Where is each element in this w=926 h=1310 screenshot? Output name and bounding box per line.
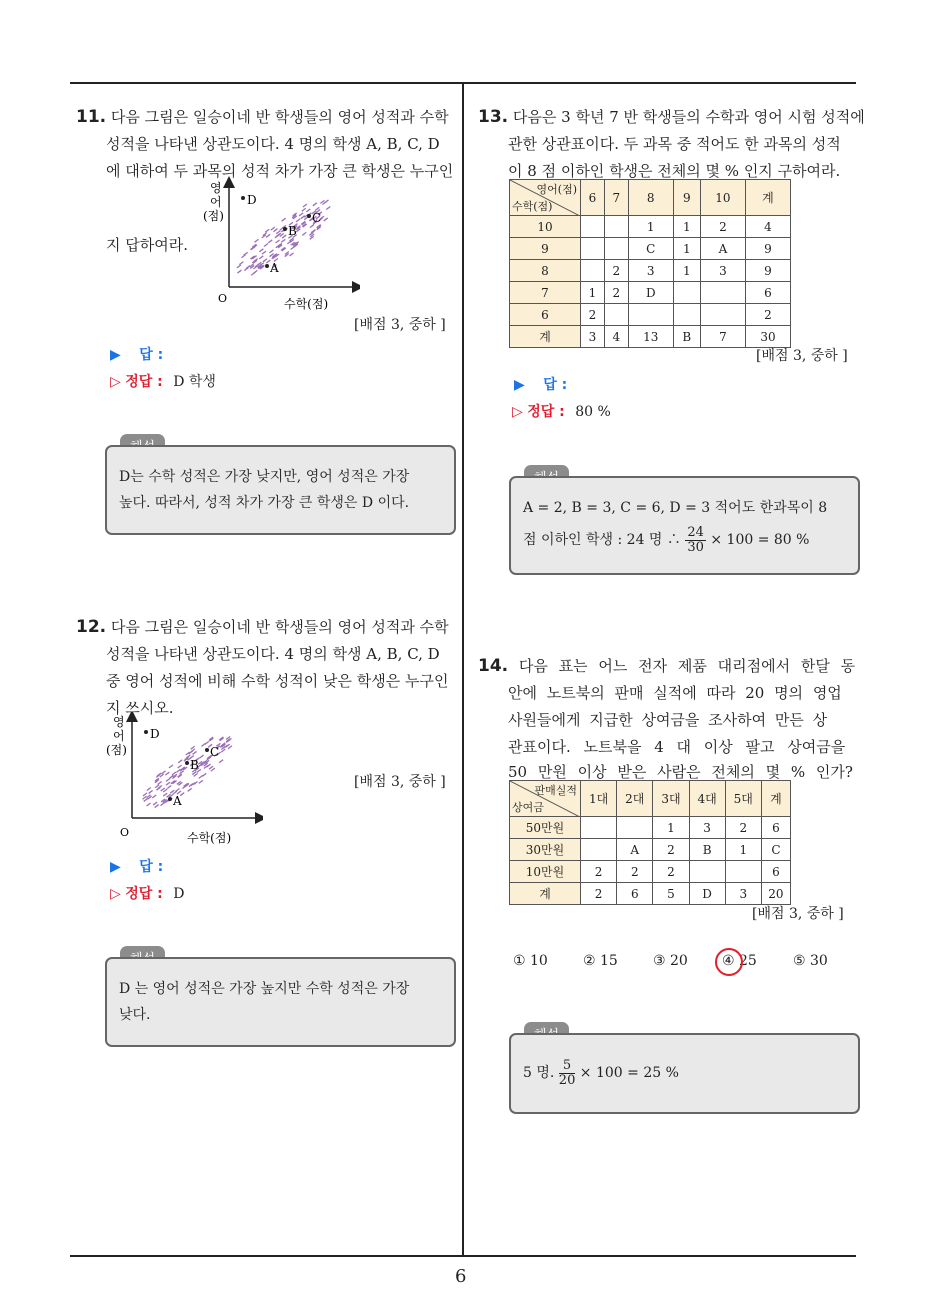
scatter-mark bbox=[172, 772, 176, 775]
point-label-d-12: D bbox=[150, 727, 160, 741]
scatter-mark bbox=[269, 250, 273, 253]
scatter-mark bbox=[281, 239, 285, 242]
scatter-mark bbox=[306, 209, 310, 212]
point-label-b-11: B bbox=[288, 224, 297, 238]
scatter-mark bbox=[170, 790, 174, 793]
scatter-mark bbox=[273, 229, 277, 232]
triangle-outline-icon: ▷ bbox=[110, 886, 121, 902]
scatter-mark bbox=[302, 208, 306, 211]
scatter-mark bbox=[324, 218, 328, 221]
question-12-line-2: 성적을 나타낸 상관도이다. 4 명의 학생 A, B, C, D bbox=[106, 645, 440, 663]
scatter-mark bbox=[276, 240, 280, 243]
table-header: 10 bbox=[700, 180, 745, 216]
scatter-mark bbox=[259, 249, 263, 252]
scatter-mark bbox=[147, 803, 151, 806]
axis-label-x-12: 수학(점) bbox=[187, 831, 232, 845]
scatter-mark bbox=[149, 790, 153, 793]
score-11: [배점 3, 중하 ] bbox=[354, 317, 446, 333]
correct-answer-12: ▷ 정답 : D bbox=[110, 886, 185, 902]
scatter-mark bbox=[237, 265, 241, 268]
scatter-mark bbox=[200, 755, 204, 758]
point-label-d-11: D bbox=[247, 193, 257, 207]
bottom-rule bbox=[70, 1255, 856, 1257]
page-number: 6 bbox=[455, 1266, 467, 1287]
scatter-mark bbox=[167, 785, 171, 788]
question-12-line-1: 12. 다음 그림은 일승이네 반 학생들의 영어 성적과 수학 bbox=[76, 617, 449, 637]
scatter-mark bbox=[265, 229, 269, 232]
scatter-mark bbox=[211, 768, 215, 771]
scatter-mark bbox=[301, 216, 305, 219]
question-13-line-3: 이 8 점 이하인 학생은 전체의 몇 % 인지 구하여라. bbox=[508, 162, 841, 180]
point-label-c-11: C bbox=[312, 211, 322, 225]
table-row: 9 C 1 A 9 bbox=[510, 238, 791, 260]
scatter-mark bbox=[241, 255, 245, 258]
table-header: 8 bbox=[628, 180, 673, 216]
question-12-number: 12. bbox=[76, 617, 107, 637]
table-row: 50만원 1 3 2 6 bbox=[510, 817, 791, 839]
axis-label-y-11b: 어 bbox=[210, 195, 222, 209]
scatter-diagram-11 bbox=[200, 176, 360, 311]
scatter-mark bbox=[199, 775, 203, 778]
choice-4[interactable]: ④ 25 bbox=[722, 953, 757, 969]
explanation-13-line-2: 점 이하인 학생 : 24 명 ∴ $\frac{24}{30}$ × 100 = 80 % bbox=[523, 524, 810, 555]
question-12-line-3: 중 영어 성적에 비해 수학 성적이 낮은 학생은 누구인 bbox=[106, 672, 449, 690]
question-14-line-3: 사원들에게 지급한 상여금을 조사하여 만든 상 bbox=[508, 711, 828, 729]
question-13-line-2: 관한 상관표이다. 두 과목 중 적어도 한 과목의 성적 bbox=[508, 135, 841, 153]
scatter-mark bbox=[147, 788, 151, 791]
choice-2[interactable]: ② 15 bbox=[583, 953, 618, 969]
axis-origin-11: O bbox=[218, 292, 228, 305]
scatter-mark bbox=[155, 805, 159, 808]
score-12: [배점 3, 중하 ] bbox=[354, 774, 446, 790]
point-label-a-11: A bbox=[270, 261, 279, 275]
table-header: 계 bbox=[745, 180, 790, 216]
scatter-mark bbox=[282, 218, 286, 221]
scatter-mark bbox=[163, 793, 167, 796]
answer-11: ▶ 답 : bbox=[110, 347, 164, 363]
scatter-mark bbox=[310, 225, 314, 228]
table-corner-13: 영어(점) 수학(점) bbox=[510, 180, 581, 216]
point-label-b-12: B bbox=[190, 758, 199, 772]
question-14-line-4: 관표이다. 노트북을 4 대 이상 팔고 상여금을 bbox=[508, 738, 846, 756]
scatter-mark bbox=[290, 253, 294, 256]
triangle-outline-icon: ▷ bbox=[512, 404, 523, 420]
scatter-mark bbox=[166, 778, 170, 781]
fraction: $\frac{5}{20}$ bbox=[558, 1057, 576, 1088]
answer-12: ▶ 답 : bbox=[110, 859, 164, 875]
scatter-mark bbox=[271, 227, 275, 230]
scatter-mark bbox=[169, 765, 173, 768]
table-row: 10만원 2 2 2 6 bbox=[510, 861, 791, 883]
scatter-mark bbox=[153, 802, 157, 805]
table-header: 계 bbox=[761, 781, 790, 817]
score-13: [배점 3, 중하 ] bbox=[756, 348, 848, 364]
scatter-mark bbox=[313, 203, 317, 206]
correct-answer-13: ▷ 정답 : 80 % bbox=[512, 404, 611, 420]
table-row: 8 2 3 1 3 9 bbox=[510, 260, 791, 282]
bonus-table-14 bbox=[509, 780, 791, 905]
table-header: 3대 bbox=[653, 781, 689, 817]
table-row: 10 1 1 2 4 bbox=[510, 216, 791, 238]
choice-5[interactable]: ⑤ 30 bbox=[793, 953, 828, 969]
scatter-mark bbox=[262, 251, 266, 254]
scatter-mark bbox=[264, 243, 268, 246]
score-14: [배점 3, 중하 ] bbox=[752, 906, 844, 922]
table-header: 5대 bbox=[725, 781, 761, 817]
table-row: 계 2 6 5 D 3 20 bbox=[510, 883, 791, 905]
scatter-mark bbox=[160, 803, 164, 806]
scatter-mark bbox=[152, 795, 156, 798]
explanation-11-line-2: 높다. 따라서, 성적 차가 가장 큰 학생은 D 이다. bbox=[119, 495, 410, 511]
axis-label-y-11a: 영 bbox=[210, 181, 222, 195]
question-11-line-1: 11. 다음 그림은 일승이네 반 학생들의 영어 성적과 수학 bbox=[76, 107, 449, 127]
scatter-diagram-12 bbox=[103, 712, 263, 847]
question-13-line-1: 13. 다음은 3 학년 7 반 학생들의 수학과 영어 시험 성적에 bbox=[478, 107, 865, 127]
scatter-mark bbox=[291, 246, 295, 249]
scatter-mark bbox=[142, 796, 146, 799]
point-label-a-12: A bbox=[173, 794, 182, 808]
question-14-line-5: 50 만원 이상 받은 사람은 전체의 몇 % 인가? bbox=[508, 763, 853, 781]
axis-label-y-12c: (점) bbox=[106, 743, 127, 757]
question-12-line-4: 지 쓰시오. bbox=[106, 699, 174, 717]
scatter-mark bbox=[263, 259, 267, 262]
axis-label-y-12b: 어 bbox=[113, 729, 125, 743]
scatter-mark bbox=[326, 206, 330, 209]
table-header: 9 bbox=[673, 180, 700, 216]
scatter-mark bbox=[253, 270, 257, 273]
question-11-line-2: 성적을 나타낸 상관도이다. 4 명의 학생 A, B, C, D bbox=[106, 135, 440, 153]
scatter-mark bbox=[199, 780, 203, 783]
question-14-line-1: 14. 다음 표는 어느 전자 제품 대리점에서 한달 동 bbox=[478, 656, 856, 676]
table-row: 계 3 4 13 B 7 30 bbox=[510, 326, 791, 348]
axis-label-y-12a: 영 bbox=[113, 715, 125, 729]
explanation-12-line-2: 낮다. bbox=[119, 1007, 151, 1023]
scatter-mark bbox=[166, 782, 170, 785]
question-11-line-3: 에 대하여 두 과목의 성적 차가 가장 큰 학생은 누구인 bbox=[106, 162, 454, 180]
play-icon: ▶ bbox=[110, 347, 121, 363]
correlation-table-13 bbox=[509, 179, 791, 348]
table-header: 4대 bbox=[689, 781, 725, 817]
scatter-mark bbox=[266, 234, 270, 237]
scatter-mark bbox=[188, 788, 192, 791]
table-header: 7 bbox=[604, 180, 628, 216]
scatter-mark bbox=[201, 743, 205, 746]
table-row: 7 1 2 D 6 bbox=[510, 282, 791, 304]
play-icon: ▶ bbox=[110, 859, 121, 875]
explanation-11-line-1: D는 수학 성적은 가장 낮지만, 영어 성적은 가장 bbox=[119, 469, 410, 485]
explanation-14-line-1: 5 명. $\frac{5}{20}$ × 100 = 25 % bbox=[523, 1057, 679, 1088]
question-11-number: 11. bbox=[76, 107, 107, 127]
axis-label-x-11: 수학(점) bbox=[284, 297, 329, 311]
explanation-box-12 bbox=[105, 957, 456, 1047]
scatter-mark bbox=[193, 751, 197, 754]
explanation-12-line-1: D 는 영어 성적은 가장 높지만 수학 성적은 가장 bbox=[119, 981, 410, 997]
axis-origin-12: O bbox=[120, 826, 130, 839]
table-header: 1대 bbox=[581, 781, 617, 817]
scatter-mark bbox=[239, 262, 243, 265]
scatter-mark bbox=[178, 765, 182, 768]
scatter-mark bbox=[144, 798, 148, 801]
scatter-mark bbox=[268, 240, 272, 243]
table-header: 2대 bbox=[617, 781, 653, 817]
answer-13: ▶ 답 : bbox=[514, 377, 568, 393]
table-row: 6 2 2 bbox=[510, 304, 791, 326]
question-13-number: 13. bbox=[478, 107, 509, 127]
choice-1[interactable]: ① 10 bbox=[513, 953, 548, 969]
question-14-line-2: 안에 노트북의 판매 실적에 따라 20 명의 영업 bbox=[508, 684, 842, 702]
table-corner-14: 판매실적 상여금 bbox=[510, 781, 581, 817]
table-header: 6 bbox=[581, 180, 605, 216]
table-row: 30만원 A 2 B 1 C bbox=[510, 839, 791, 861]
question-14-number: 14. bbox=[478, 656, 509, 676]
scatter-mark bbox=[161, 771, 165, 774]
explanation-box-13 bbox=[509, 476, 860, 575]
column-divider bbox=[462, 84, 464, 1256]
question-11-line-4: 지 답하여라. bbox=[106, 236, 188, 254]
scatter-mark bbox=[178, 760, 182, 763]
point-label-c-12: C bbox=[210, 745, 220, 759]
choice-3[interactable]: ③ 20 bbox=[653, 953, 688, 969]
scatter-mark bbox=[219, 760, 223, 763]
triangle-outline-icon: ▷ bbox=[110, 374, 121, 390]
scatter-mark bbox=[209, 766, 213, 769]
scatter-mark bbox=[303, 204, 307, 207]
scatter-mark bbox=[259, 256, 263, 259]
explanation-box-14 bbox=[509, 1033, 860, 1114]
play-icon: ▶ bbox=[514, 377, 525, 393]
fraction: $\frac{24}{30}$ bbox=[687, 524, 704, 555]
scatter-mark bbox=[282, 235, 286, 238]
scatter-mark bbox=[165, 772, 169, 775]
selected-choice-circle bbox=[715, 948, 743, 976]
axis-label-y-11c: (점) bbox=[203, 209, 224, 223]
scatter-mark bbox=[237, 270, 241, 273]
scatter-mark bbox=[228, 746, 232, 749]
scatter-mark bbox=[143, 793, 147, 796]
scatter-mark bbox=[254, 239, 258, 242]
scatter-mark bbox=[299, 213, 303, 216]
scatter-mark bbox=[158, 781, 162, 784]
explanation-box-11 bbox=[105, 445, 456, 535]
correct-answer-11: ▷ 정답 : D 학생 bbox=[110, 374, 216, 390]
explanation-13-line-1: A = 2, B = 3, C = 6, D = 3 적어도 한과목이 8 bbox=[523, 500, 828, 516]
scatter-mark bbox=[296, 219, 300, 222]
scatter-mark bbox=[302, 232, 306, 235]
